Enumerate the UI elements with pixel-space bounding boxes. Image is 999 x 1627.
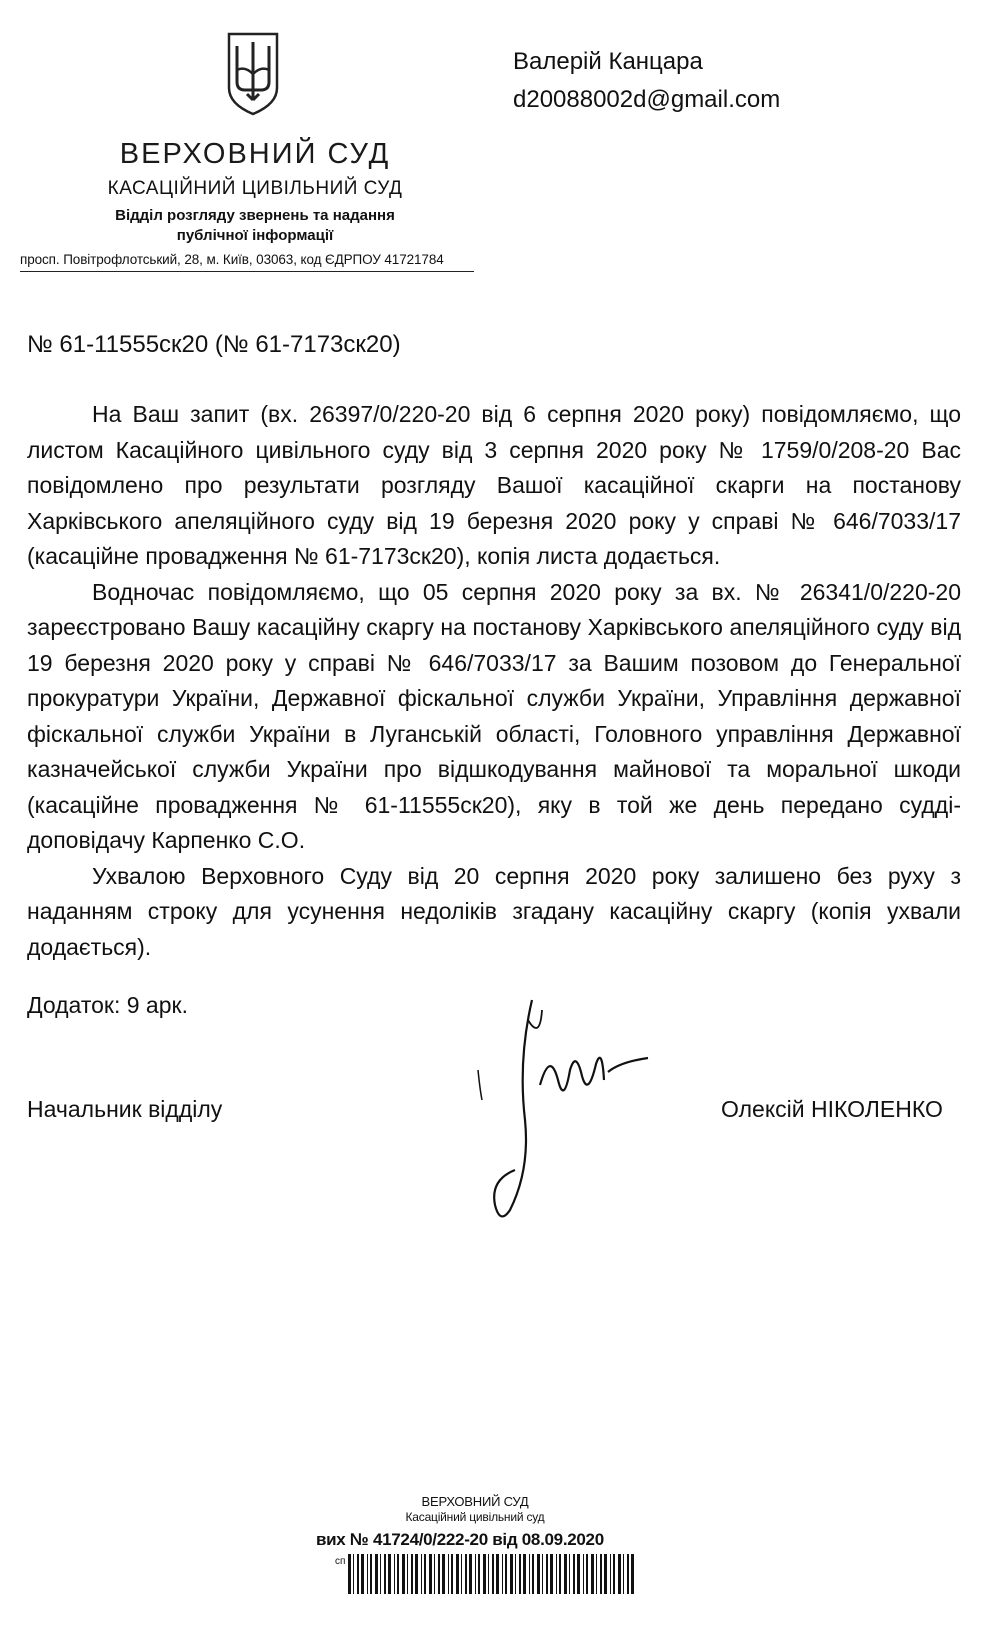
letter-body <box>27 397 961 965</box>
department-name <box>70 206 440 246</box>
stamp-court-name: ВЕРХОВНИЙ СУД <box>421 1494 529 1509</box>
department-line-1: Відділ розгляду звернень та надання <box>115 207 395 224</box>
paragraph-2: Водночас повідомляємо, що 05 серпня 2020 року за вх. № 26341/0/220-20 зареєстровано Вашу касаційну скаргу на постанову Харківського апеляційного суду від 19 березня 2020 року у справі № 646/7033/17 за Вашим позовом до Генеральної прокуратури України, Державної фіскальної служби України, Управління державної фіскальної служби України в Луганській області, Головного управління Державної казначейської служби України про відшкодування майнової та моральної шкоди (касаційне провадження № 61-11555ск20), яку в той же день передано судді-доповідачу Карпенко С.О. <box>27 578 961 853</box>
department-line-2: публічної інформації <box>176 227 334 244</box>
paragraph-3: Ухвалою Верховного Суду від 20 серпня 2020 року залишено без руху з наданням строку для усунення недоліків згадану касаційну скаргу (копія ухвали додається). <box>27 862 961 960</box>
court-name: ВЕРХОВНИЙ СУД <box>119 138 391 170</box>
outgoing-registration-number: вих № 41724/0/222-20 від 08.09.2020 <box>316 1530 604 1549</box>
paragraph-1: На Ваш запит (вх. 26397/0/220-20 від 6 серпня 2020 року) повідомляємо, що листом Касаційного цивільного суду від 3 серпня 2020 року № 1759/0/208-20 Вас повідомлено про результати розгляду Вашої касаційної скарги на постанову Харківського апеляційного суду від 19 березня 2020 року у справі № 646/7033/17 (касаційне провадження № 61-7173ск20), копія листа додається. <box>27 401 961 569</box>
recipient-name: Валерій Канцара <box>513 48 703 75</box>
signer-name: Олексій НІКОЛЕНКО <box>721 1096 943 1122</box>
court-address: просп. Повітрофлотський, 28, м. Київ, 03063, код ЄДРПОУ 41721784 <box>20 252 444 267</box>
stamp-court-subtitle: Касаційний цивільний суд <box>405 1510 545 1524</box>
barcode-icon <box>348 1554 636 1594</box>
signer-title: Начальник відділу <box>27 1096 223 1122</box>
header-divider <box>20 271 474 272</box>
handwritten-signature <box>470 980 670 1230</box>
attachment-note: Додаток: 9 арк. <box>27 992 188 1018</box>
stamp-code: сп <box>335 1556 346 1567</box>
reference-number: № 61-11555ск20 (№ 61-7173ск20) <box>27 331 401 358</box>
court-subtitle: КАСАЦІЙНИЙ ЦИВІЛЬНИЙ СУД <box>107 178 403 199</box>
trident-emblem-icon <box>225 30 281 118</box>
recipient-email: d20088002d@gmail.com <box>513 86 781 113</box>
